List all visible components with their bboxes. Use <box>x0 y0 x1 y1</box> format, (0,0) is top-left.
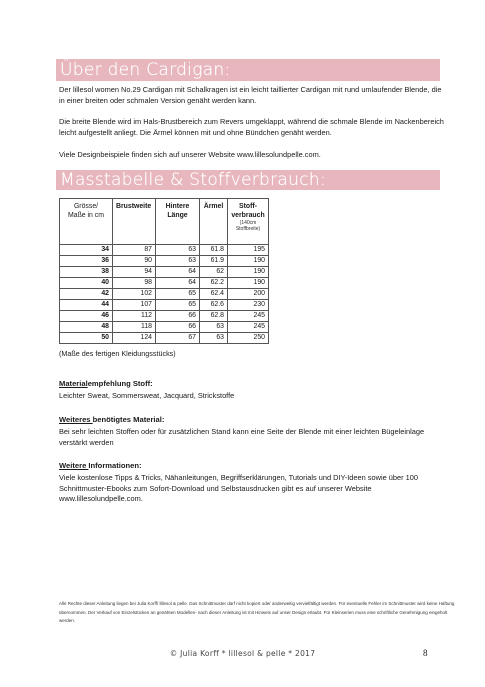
section-banner-about <box>56 59 440 81</box>
cell-size: 40 <box>60 278 113 289</box>
cell-size: 42 <box>60 289 113 300</box>
cell-size: 44 <box>60 300 113 311</box>
cell-aermel: 62.4 <box>200 289 228 300</box>
cell-aermel: 63 <box>200 333 228 344</box>
cell-size: 48 <box>60 322 113 333</box>
header-aermel-label: Ärmel <box>203 203 224 210</box>
legal-footnote: Alle Rechte dieser Anleitung liegen bei Julia Korff/ lillesol & pelle. Das Schnittmuster darf nicht kopiert oder anderweitig vervielfältigt werden. Für eventuelle Fehler im Schnittmuster wird keine Haftung übernommen. Der Verkauf von Einzelstücken an genähten Modellen- nach dieser Anleitung ist mit Hinweis auf unser Design erlaubt. Für Kleinserien muss eine schriftliche Genehmigung eingeholt werden. <box>59 601 455 623</box>
cell-laenge: 67 <box>156 333 200 344</box>
table-row <box>60 322 269 333</box>
table-row <box>60 245 269 256</box>
cell-laenge: 64 <box>156 278 200 289</box>
table-row <box>60 256 269 267</box>
cell-brust: 102 <box>113 289 156 300</box>
cell-brust: 87 <box>113 245 156 256</box>
material-text: Leichter Sweat, Sommersweat, Jacquard, Strickstoffe <box>59 391 235 400</box>
cell-aermel: 61.9 <box>200 256 228 267</box>
copyright-line: © Julia Korff * lillesol & pelle * 2017 <box>169 649 316 658</box>
informationen-heading-rest: Informationen: <box>88 461 142 470</box>
cell-stoff: 200 <box>228 289 269 300</box>
header-brust-label: Brustweite <box>116 203 152 210</box>
cell-aermel: 63 <box>200 322 228 333</box>
weiteres-material-text: Bei sehr leichten Stoffen oder für zusätzlichen Stand kann eine Seite der Blende mit einer leichten Bügeleinlage verstärkt werden <box>59 427 425 447</box>
table-row <box>60 278 269 289</box>
cell-laenge: 64 <box>156 267 200 278</box>
material-heading <box>59 379 153 388</box>
table-row <box>60 267 269 278</box>
cell-brust: 90 <box>113 256 156 267</box>
cell-laenge: 63 <box>156 256 200 267</box>
header-stoff-sub1: (140cm <box>239 220 257 226</box>
about-paragraph-1: Der lillesol women No.29 Cardigan mit Schalkragen ist ein leicht taillierter Cardigan mit rund umlaufender Blende, die in einer breiten oder schmalen Version genäht werden kann. <box>59 85 442 105</box>
cell-brust: 107 <box>113 300 156 311</box>
cell-stoff: 195 <box>228 245 269 256</box>
table-note: (Maße des fertigen Kleidungsstücks) <box>59 349 176 358</box>
cell-laenge: 65 <box>156 289 200 300</box>
table-row <box>60 333 269 344</box>
cell-laenge: 65 <box>156 300 200 311</box>
cell-brust: 98 <box>113 278 156 289</box>
weiteres-material-heading-rest: benötigtes Material: <box>92 415 165 424</box>
cell-brust: 124 <box>113 333 156 344</box>
header-stoff-line2: verbrauch <box>231 212 265 219</box>
header-laenge-line1: Hintere <box>165 203 190 210</box>
cell-brust: 112 <box>113 311 156 322</box>
page-number: 8 <box>423 648 428 658</box>
header-aermel <box>200 199 228 245</box>
cell-size: 50 <box>60 333 113 344</box>
informationen-text: Viele kostenlose Tipps & Tricks, Nähanleitungen, Begriffserklärungen, Tutorials und DIY-Ideen sowie über 100 Schnittmuster-Ebooks zum Sofort-Download und Selbstausdrucken gibt es auf unserer Website www.lillesolundpelle.com. <box>59 473 418 503</box>
material-heading-rest: empfehlung Stoff: <box>87 379 153 388</box>
cell-stoff: 230 <box>228 300 269 311</box>
section-title-about: Über den Cardigan: <box>60 60 231 80</box>
cell-laenge: 63 <box>156 245 200 256</box>
cell-stoff: 190 <box>228 267 269 278</box>
header-stoff-sub2: Stoffbreite) <box>235 226 261 232</box>
cell-size: 38 <box>60 267 113 278</box>
header-size-line1: Grösse/ <box>73 203 99 210</box>
section-title-table: Masstabelle & Stoffverbrauch: <box>60 170 326 190</box>
cell-size: 46 <box>60 311 113 322</box>
header-size <box>60 199 113 245</box>
size-table <box>59 198 269 344</box>
cell-stoff: 245 <box>228 322 269 333</box>
weiteres-material-heading-pre: Weiteres <box>59 415 93 424</box>
cell-laenge: 66 <box>156 322 200 333</box>
cell-stoff: 250 <box>228 333 269 344</box>
informationen-heading <box>59 461 142 470</box>
cell-brust: 94 <box>113 267 156 278</box>
table-row <box>60 289 269 300</box>
about-paragraph-2: Die breite Blende wird im Hals-Brustbereich zum Revers umgeklappt, während die schmale Blende im Nackenbereich leicht aufgestellt anliegt. Die Ärmel können mit und ohne Bündchen genäht werden. <box>59 117 444 137</box>
cell-aermel: 61.8 <box>200 245 228 256</box>
cell-aermel: 62.8 <box>200 311 228 322</box>
table-row <box>60 311 269 322</box>
cell-stoff: 190 <box>228 278 269 289</box>
cell-laenge: 66 <box>156 311 200 322</box>
weiteres-material-heading <box>59 415 164 424</box>
cell-aermel: 62 <box>200 267 228 278</box>
section-banner-table <box>56 170 440 190</box>
cell-stoff: 190 <box>228 256 269 267</box>
table-row <box>60 300 269 311</box>
header-size-line2: Maße in cm <box>68 212 104 219</box>
header-brustweite <box>113 199 156 245</box>
material-heading-pre: Material <box>59 379 88 388</box>
cell-size: 34 <box>60 245 113 256</box>
cell-aermel: 62.2 <box>200 278 228 289</box>
cell-size: 36 <box>60 256 113 267</box>
header-laenge <box>156 199 200 245</box>
about-paragraph-3: Viele Designbeispiele finden sich auf unserer Website www.lillesolundpelle.com. <box>59 150 321 159</box>
header-stoff-line1: Stoff- <box>239 203 257 210</box>
cell-stoff: 245 <box>228 311 269 322</box>
header-laenge-line2: Länge <box>167 212 188 219</box>
informationen-heading-pre: Weitere <box>59 461 89 470</box>
table-header-row <box>60 199 269 245</box>
cell-brust: 118 <box>113 322 156 333</box>
header-stoff <box>228 199 269 245</box>
cell-aermel: 62.6 <box>200 300 228 311</box>
